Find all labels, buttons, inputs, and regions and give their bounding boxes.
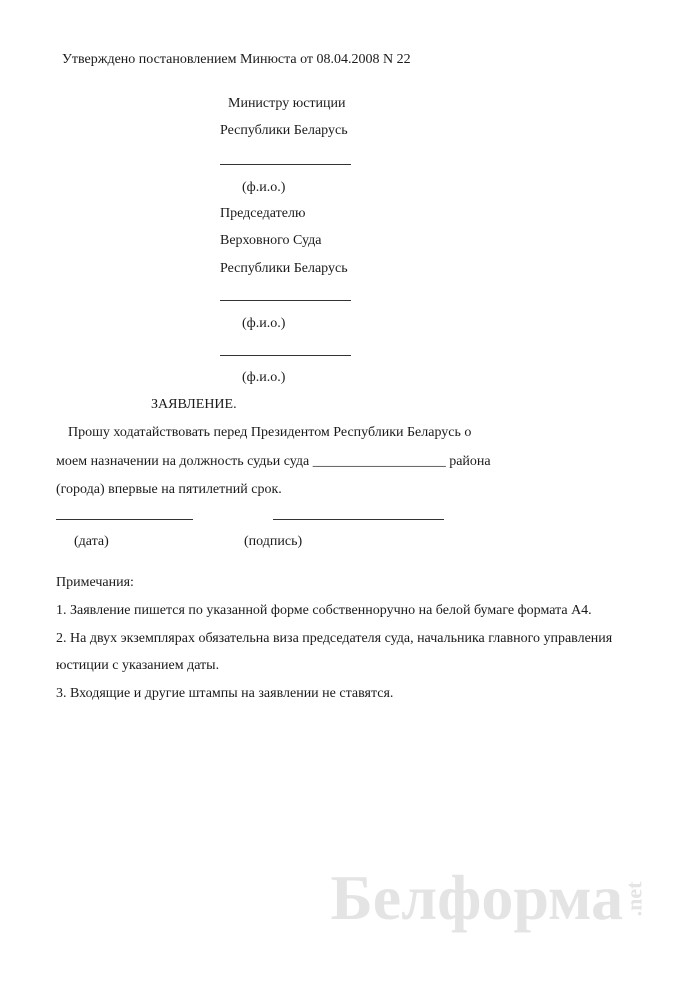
statement-paragraph-line3: (города) впервые на пятилетний срок. xyxy=(56,482,282,497)
applicant-fio-label: (ф.и.о.) xyxy=(242,370,286,385)
approval-note: Утверждено постановлением Минюста от 08.04.2008 N 22 xyxy=(62,52,411,67)
chairman-fio-blank-line xyxy=(220,300,351,301)
note-item: 2. На двух экземплярах обязательна виза председателя суда, начальника главного управления xyxy=(56,631,613,646)
note-item: 3. Входящие и другие штампы на заявлении не ставятся. xyxy=(56,686,394,701)
signature-label: (подпись) xyxy=(244,534,303,549)
addressee-chairman-line2: Верховного Суда xyxy=(220,233,322,248)
applicant-fio-blank-line xyxy=(220,355,351,356)
addressee-chairman-line3: Республики Беларусь xyxy=(220,261,348,276)
addressee-minister-line2: Республики Беларусь xyxy=(220,123,348,138)
statement-title: ЗАЯВЛЕНИЕ. xyxy=(151,397,237,412)
signature-blank-line xyxy=(273,519,444,520)
notes-heading: Примечания: xyxy=(56,575,134,590)
minister-fio-blank-line xyxy=(220,164,351,165)
addressee-minister-line1: Министру юстиции xyxy=(228,96,346,111)
belforma-watermark-logo xyxy=(330,862,652,933)
date-blank-line xyxy=(56,519,193,520)
minister-fio-label: (ф.и.о.) xyxy=(242,180,286,195)
note-item: юстиции с указанием даты. xyxy=(56,658,220,673)
note-item: 1. Заявление пишется по указанной форме собственноручно на белой бумаге формата А4. xyxy=(56,603,592,618)
chairman-fio-label: (ф.и.о.) xyxy=(242,316,286,331)
addressee-chairman-line1: Председателю xyxy=(220,206,306,221)
date-label: (дата) xyxy=(74,534,109,549)
statement-paragraph-line1: Прошу ходатайствовать перед Президентом Республики Беларусь о xyxy=(68,425,472,440)
watermark-brand: Белформа xyxy=(330,862,624,933)
watermark-suffix: .net xyxy=(621,881,647,917)
statement-paragraph-line2: моем назначении на должность судьи суда ___________________ района xyxy=(56,454,491,469)
